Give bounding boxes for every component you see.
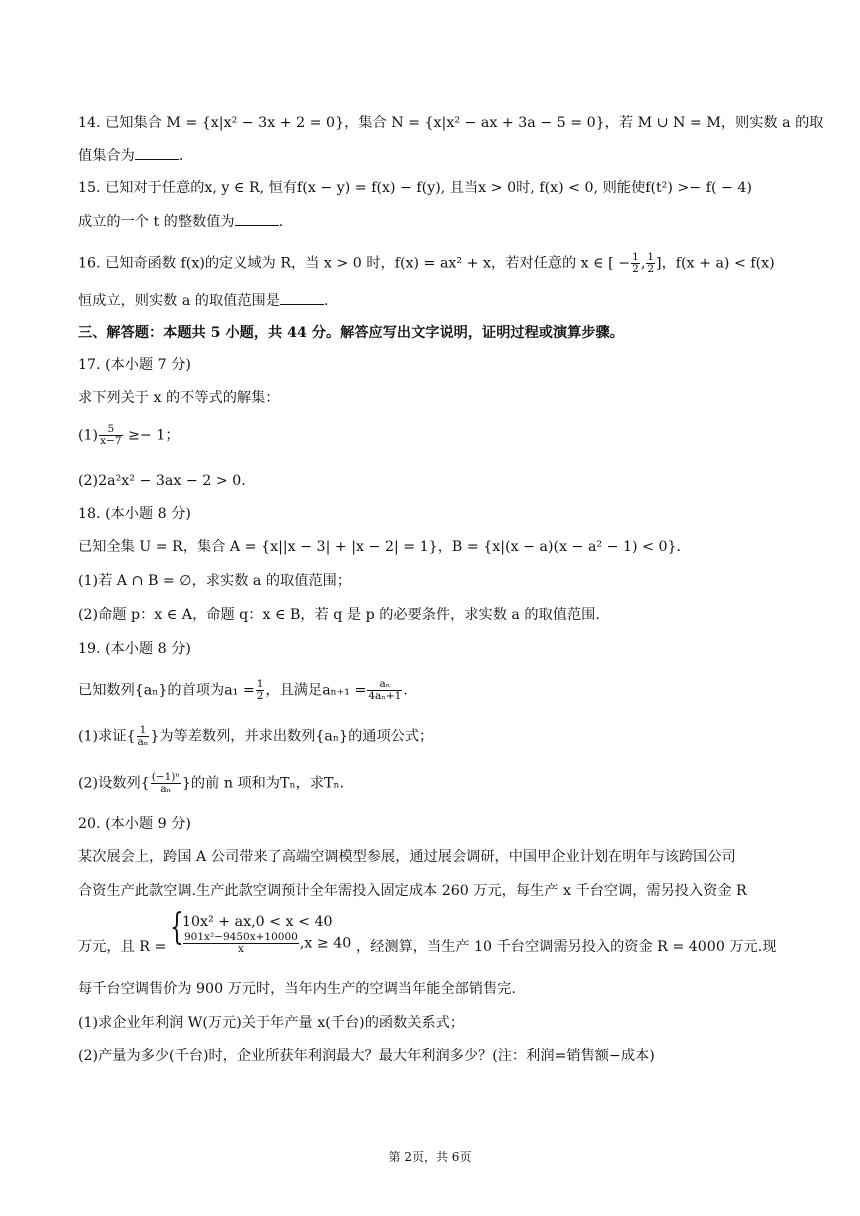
math: x [562, 883, 571, 899]
math: f(x) < 0 [539, 180, 594, 196]
math: aₙ₊₁ = [322, 682, 367, 699]
math: x, y ∈ R [204, 180, 260, 196]
math: R = [139, 939, 167, 955]
text: 的不等式的解集： [161, 390, 280, 406]
text: . [339, 775, 345, 792]
cases [170, 907, 352, 955]
text: 时, [516, 180, 540, 196]
text: ，且满足 [265, 682, 323, 699]
math: t [153, 214, 160, 230]
text: (1) [78, 427, 99, 444]
q15-line1 [78, 179, 788, 197]
math: p [130, 607, 141, 623]
math: B = {x|(x − a)(x − a² − 1) < 0} [451, 539, 677, 555]
numerator: aₙ [367, 679, 402, 691]
text: }为等差数列，并求出数列 [150, 728, 316, 745]
text: 15. 已知对于任意的 [78, 180, 205, 196]
q18-part2 [78, 606, 788, 624]
math: A ∩ B = ∅ [116, 573, 192, 589]
q19-title: 19. (本小题 8 分) [78, 641, 191, 657]
text: 的取值范围. [519, 607, 600, 623]
math: f(x + a) < f(x) [675, 255, 775, 272]
text: 求下列关于 [78, 390, 154, 406]
math: ≥− 1； [123, 427, 180, 444]
denominator: aₙ [160, 783, 172, 795]
text: . [323, 293, 329, 309]
math: M = {x|x² − 3x + 2 = 0} [166, 115, 345, 131]
q18-line1 [78, 538, 788, 556]
text: 的取 [790, 115, 824, 131]
text: ： [248, 607, 263, 623]
fraction [151, 772, 181, 795]
math: x ∈ B [262, 607, 301, 623]
text: 合资生产此款空调.生产此款空调预计全年需投入固定成本 260 万元，每生产 [78, 883, 563, 899]
text: . [403, 682, 408, 699]
math: f(t²) >− f( − 4) [645, 180, 752, 196]
math: q [333, 607, 343, 623]
text: (1)求企业年利润 [78, 1015, 188, 1031]
text: 万元，且 [78, 939, 140, 955]
denominator: x−7 [100, 435, 122, 447]
q19-part1 [78, 725, 788, 748]
numerator: 1 [647, 251, 655, 263]
math: A [196, 849, 207, 865]
numerator: 901x²−9450x+10000 [184, 931, 298, 943]
q15-line2 [78, 213, 788, 231]
q19-part2 [78, 772, 788, 795]
text: (万元)关于年产量 [202, 1015, 318, 1031]
text: 是 [342, 607, 366, 623]
text: 的取值范围是 [190, 293, 280, 309]
text: ，经测算，当生产 10 千台空调需另投入的资金 [356, 939, 658, 955]
math: f(x − y) = f(x) − f(y) [297, 180, 441, 196]
text: 时， [361, 255, 395, 272]
math: x ∈ A [154, 607, 193, 623]
q16-line1 [78, 252, 788, 275]
text: ， [437, 539, 452, 555]
text: 万元.现 [724, 939, 777, 955]
math: a [511, 607, 520, 623]
math: x [153, 390, 162, 406]
text: ，若 [300, 607, 334, 623]
text: 14. 已知集合 [78, 115, 167, 131]
denominator: 2 [647, 263, 655, 275]
math: x [317, 1015, 326, 1031]
numerator: 1 [256, 678, 264, 690]
math: Tₙ [280, 775, 296, 792]
text-group [78, 938, 166, 956]
denominator: aₙ [137, 736, 149, 748]
answer-blank [135, 147, 179, 160]
text: (2)命题 [78, 607, 131, 623]
math: {aₙ} [315, 728, 349, 745]
denominator: 4aₙ+1 [368, 690, 402, 702]
q20-line1 [78, 848, 788, 866]
text: , 则能使 [593, 180, 646, 196]
numerator: (−1)ⁿ [151, 771, 180, 783]
text: ，集合 [344, 115, 392, 131]
text: 的取值范围； [261, 573, 352, 589]
numerator: 1 [632, 251, 639, 263]
text: ] [656, 255, 662, 272]
text: (1)求证{ [78, 728, 136, 745]
math: ,x ≥ 40 [299, 935, 352, 952]
math: x ∈ [ − [580, 255, 631, 272]
page-footer: 第 2页，共 6页 [388, 1150, 472, 1164]
text: 某次展会上，跨国 [78, 849, 197, 865]
text: 的整数值为 [159, 214, 235, 230]
text: ，求实数 [191, 573, 253, 589]
text: 千台空调，需另投入资金 [570, 883, 737, 899]
math: n [223, 775, 233, 792]
fraction [99, 424, 122, 447]
math: R [736, 883, 747, 899]
math: p [365, 607, 375, 623]
q20-line4: 每千台空调售价为 900 万元时，当年内生产的空调当年能全部销售完. [78, 981, 516, 997]
text: 的定义域为 [204, 255, 281, 272]
math: a [181, 293, 191, 309]
denominator: x [237, 943, 244, 955]
text: ： [140, 607, 155, 623]
math: a₁ = [224, 682, 255, 699]
math: U = R [139, 539, 183, 555]
q20-line2 [78, 882, 788, 900]
text: . [178, 148, 184, 164]
q20-part1 [78, 1014, 788, 1032]
math: A = {x||x − 3| + |x − 2| = 1} [229, 539, 438, 555]
left-brace: { [170, 907, 184, 948]
numerator: 5 [99, 424, 122, 436]
denominator: 2 [256, 690, 264, 702]
math: M ∪ N = M [637, 115, 721, 131]
q16-line2 [78, 292, 788, 310]
fraction [646, 252, 655, 275]
numerator: 1 [137, 725, 150, 737]
text: (千台)的函数关系式； [325, 1015, 465, 1031]
q14-line2 [78, 147, 788, 165]
case-2 [182, 932, 351, 955]
text: 公司带来了高端空调模型参展，通过展会调研，中国甲企业计划在明年与该跨国公司 [206, 849, 736, 865]
text-group [356, 938, 776, 956]
text: ，求 [295, 775, 325, 792]
q18-title: 18. (本小题 8 分) [78, 506, 191, 522]
math: R = 4000 [657, 939, 725, 955]
math: R [280, 255, 291, 272]
fraction [631, 252, 640, 275]
text: 已知全集 [78, 539, 140, 555]
math: {aₙ} [134, 682, 168, 699]
q17-title: 17. (本小题 7 分) [78, 357, 191, 373]
text: 成立的一个 [78, 214, 154, 230]
answer-blank [235, 213, 279, 226]
text: }的前 [181, 775, 224, 792]
text: (2)设数列{ [78, 775, 150, 792]
text: 的通项公式； [348, 728, 434, 745]
text: 16. 已知奇函数 [78, 255, 181, 272]
text: 的首项为 [167, 682, 225, 699]
case-1: 10x² + ax,0 < x < 40 [182, 914, 333, 930]
fraction [256, 679, 265, 702]
text: ， [661, 255, 676, 272]
q20-line3 [78, 907, 788, 972]
text: 恒成立，则实数 [78, 293, 182, 309]
piecewise-function [170, 907, 352, 955]
text: , 且当 [440, 180, 479, 196]
q18-part1 [78, 572, 788, 590]
text: ，集合 [182, 539, 230, 555]
text: 项和为 [232, 775, 281, 792]
text: . [676, 539, 682, 555]
q17-part2: (2)2a²x² − 3ax − 2 > 0. [78, 473, 246, 489]
math: Tₙ [324, 775, 340, 792]
text: (1)若 [78, 573, 117, 589]
text: ，若 [604, 115, 638, 131]
text: 值集合为 [78, 148, 135, 164]
math: q [239, 607, 249, 623]
text: 已知数列 [78, 682, 135, 699]
fraction [137, 725, 150, 748]
math: N = {x|x² − ax + 3a − 5 = 0} [391, 115, 605, 131]
math: W [187, 1015, 203, 1031]
math: f(x) = ax² + x [394, 255, 492, 272]
denominator: 2 [632, 263, 639, 275]
q17-prompt [78, 389, 788, 407]
text: ，则实数 [720, 115, 783, 131]
text: ，命题 [192, 607, 240, 623]
math: a [782, 115, 791, 131]
text: ，若对任意的 [491, 255, 581, 272]
text: . [278, 214, 284, 230]
section-heading: 三、解答题：本题共 5 小题，共 44 分。解答应写出文字说明，证明过程或演算步骤。 [78, 325, 624, 341]
text: ，当 [291, 255, 324, 272]
q17-part1 [78, 424, 788, 447]
math: a [252, 573, 262, 589]
q20-part2: (2)产量为多少(千台)时，企业所获年利润最大？最大年利润多少？(注：利润=销售额−成本) [78, 1048, 655, 1064]
math: f(x) [180, 255, 205, 272]
text: , [640, 255, 646, 272]
q20-title: 20. (本小题 9 分) [78, 816, 191, 832]
text: , 恒有 [259, 180, 298, 196]
fraction [367, 679, 402, 702]
answer-blank [280, 292, 324, 305]
q19-line1 [78, 679, 788, 702]
text: 的必要条件，求实数 [374, 607, 512, 623]
math: x > 0 [478, 180, 517, 196]
q14-line1 [78, 114, 824, 132]
math: x > 0 [323, 255, 362, 272]
fraction [183, 932, 299, 955]
